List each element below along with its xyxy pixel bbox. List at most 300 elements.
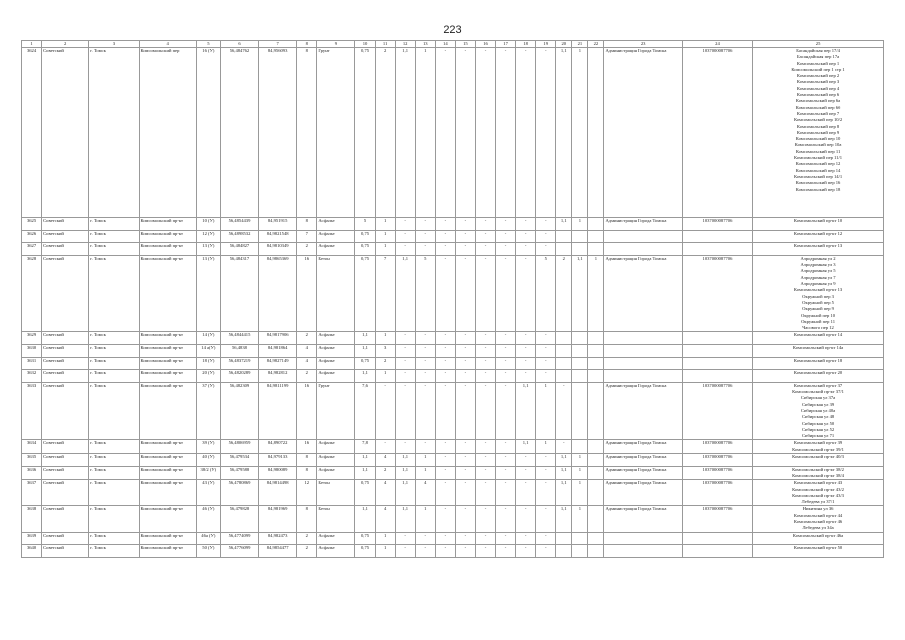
table-cell: 4	[297, 357, 317, 370]
table-cell: -	[536, 243, 556, 256]
address-item: Комсомольский пер 9	[796, 129, 840, 135]
table-cell: 8	[297, 218, 317, 231]
table-cell: 56,4806959	[220, 440, 258, 454]
table-cell	[556, 545, 572, 558]
column-header: 5	[196, 41, 220, 48]
table-cell: Советский	[42, 332, 89, 345]
address-item: Окружной пер 11	[801, 318, 836, 324]
table-cell: -	[375, 382, 395, 440]
table-cell: Администрация Города Томска	[604, 382, 682, 440]
table-cell: 3639	[22, 532, 42, 545]
table-cell: -	[455, 382, 475, 440]
address-item: Сибирская ул 50	[801, 420, 835, 426]
table-cell: -	[496, 48, 516, 218]
table-cell: -	[475, 243, 495, 256]
table-cell: -	[496, 506, 516, 532]
table-cell: 84,9865369	[259, 255, 297, 332]
table-cell: -	[455, 466, 475, 480]
address-item: Комсомольский пр-кт 50	[793, 545, 843, 551]
column-header: 2	[42, 41, 89, 48]
table-cell: -	[475, 230, 495, 243]
table-cell	[556, 357, 572, 370]
address-item: Комсомольский пр-кт 12	[793, 230, 843, 236]
address-item: Комсомольский пер 16	[795, 180, 841, 186]
table-cell	[572, 230, 588, 243]
table-cell: -	[516, 454, 536, 467]
table-cell: -	[496, 440, 516, 454]
table-row	[22, 255, 884, 332]
address-item: Комсомольский пер 12	[795, 161, 841, 167]
table-cell: 16	[297, 382, 317, 440]
table-cell: 5	[355, 218, 375, 231]
table-cell: -	[556, 382, 572, 440]
table-cell	[572, 532, 588, 545]
column-header: 12	[395, 41, 415, 48]
table-cell: -	[455, 545, 475, 558]
table-cell: Комсомольский пер	[139, 48, 196, 218]
column-header: 13	[415, 41, 435, 48]
table-cell: Асфальт	[317, 370, 355, 383]
table-cell: 14 (У)	[196, 332, 220, 345]
table-cell: -	[516, 357, 536, 370]
table-cell: -	[435, 370, 455, 383]
table-cell: 2	[297, 370, 317, 383]
table-cell: 1,1	[355, 466, 375, 480]
table-cell: 4	[297, 345, 317, 358]
table-cell	[682, 357, 752, 370]
table-cell: 84,982812	[259, 370, 297, 383]
table-cell: 1,1	[572, 255, 588, 332]
column-header: 4	[139, 41, 196, 48]
table-cell: 12 (У)	[196, 230, 220, 243]
address-item: Комсомольский пр-кт 39/1	[792, 446, 844, 452]
address-item: Окружной пер 5	[802, 299, 834, 305]
address-item: Аэродромная ул 9	[800, 281, 836, 287]
table-cell: -	[435, 440, 455, 454]
table-cell: 4	[375, 480, 395, 506]
table-cell: -	[516, 48, 536, 218]
table-cell: -	[475, 466, 495, 480]
table-cell: -	[475, 532, 495, 545]
address-item: Аэродромная ул 7	[800, 274, 836, 280]
table-cell	[604, 230, 682, 243]
table-cell: 16 (У)	[196, 48, 220, 218]
table-cell: 7	[297, 230, 317, 243]
table-cell: 56,4776099	[220, 545, 258, 558]
table-cell: 3640	[22, 545, 42, 558]
table-row	[22, 48, 884, 218]
table-cell: 1,1	[395, 255, 415, 332]
table-cell: -	[536, 370, 556, 383]
table-cell: 1037000087706	[682, 454, 752, 467]
table-cell: Советский	[42, 255, 89, 332]
table-cell: -	[536, 48, 556, 218]
address-item: Комсомольский пер 10а	[794, 142, 842, 148]
table-cell: 1	[375, 230, 395, 243]
table-cell: Советский	[42, 506, 89, 532]
address-item: Комсомольский пер 10	[795, 136, 841, 142]
table-cell: 84,979133	[259, 454, 297, 467]
table-cell: -	[475, 48, 495, 218]
table-cell: Советский	[42, 218, 89, 231]
table-cell: -	[415, 357, 435, 370]
table-cell: -	[536, 454, 556, 467]
table-cell: -	[475, 440, 495, 454]
table-cell: Администрация Города Томска	[604, 506, 682, 532]
table-cell	[604, 370, 682, 383]
column-header: 9	[317, 41, 355, 48]
address-item: Комсомольский пер 18	[795, 186, 841, 192]
table-cell: -	[496, 532, 516, 545]
table-cell: -	[475, 506, 495, 532]
table-cell: 38/2 (У)	[196, 466, 220, 480]
table-row	[22, 345, 884, 358]
table-cell: 5	[536, 255, 556, 332]
table-cell: Комсомольский пр-кт	[139, 370, 196, 383]
address-item: Комсомольский пер 2	[796, 73, 840, 79]
table-cell: -	[375, 440, 395, 454]
table-cell: Советский	[42, 48, 89, 218]
table-cell: 1,1	[516, 440, 536, 454]
table-cell: -	[536, 332, 556, 345]
table-cell: -	[516, 480, 536, 506]
table-cell: 43 (У)	[196, 480, 220, 506]
table-cell: -	[516, 370, 536, 383]
table-cell: 46а (У)	[196, 532, 220, 545]
address-item: Часового пер 12	[802, 325, 834, 331]
table-cell: -	[516, 230, 536, 243]
table-cell: -	[496, 466, 516, 480]
table-cell	[572, 243, 588, 256]
table-cell: -	[415, 370, 435, 383]
table-cell: -	[435, 357, 455, 370]
table-cell: 1	[375, 532, 395, 545]
table-cell: 1037000087706	[682, 506, 752, 532]
column-header: 3	[89, 41, 139, 48]
column-header: 1	[22, 41, 42, 48]
table-cell: 2	[297, 532, 317, 545]
table-cell	[682, 532, 752, 545]
table-cell	[588, 466, 604, 480]
table-cell: -	[455, 480, 475, 506]
address-item: Сибирская ул 71	[801, 433, 835, 439]
address-item: Сибирская ул 40а	[800, 408, 836, 413]
table-cell: 56,479534	[220, 454, 258, 467]
address-item: Комсомольский пр-кт 13	[793, 287, 843, 293]
table-cell: г. Томск	[89, 466, 139, 480]
table-row	[22, 532, 884, 545]
table-cell: 1	[375, 218, 395, 231]
table-cell: 1037000087706	[682, 382, 752, 440]
table-cell: 1,1	[556, 506, 572, 532]
table-cell: -	[475, 480, 495, 506]
table-cell: -	[496, 243, 516, 256]
table-row	[22, 454, 884, 467]
table-cell: -	[435, 506, 455, 532]
table-cell: -	[415, 382, 435, 440]
address-item: Комсомольский пер 10/2	[793, 117, 843, 123]
table-cell: 56,479588	[220, 466, 258, 480]
table-cell	[588, 370, 604, 383]
table-cell: -	[415, 230, 435, 243]
table-cell: -	[435, 218, 455, 231]
table-cell: г. Томск	[89, 506, 139, 532]
table-cell: г. Томск	[89, 357, 139, 370]
table-cell: 56,4780869	[220, 480, 258, 506]
table-cell: -	[475, 545, 495, 558]
table-cell: 1,1	[395, 480, 415, 506]
table-cell: Советский	[42, 382, 89, 440]
table-cell	[588, 506, 604, 532]
table-cell: 0,75	[355, 255, 375, 332]
table-cell: -	[516, 466, 536, 480]
address-item: Комсомольский пер 14	[795, 167, 841, 173]
table-cell: 1037000087706	[682, 48, 752, 218]
table-cell: Советский	[42, 243, 89, 256]
address-item: Сибирская ул 37а	[800, 395, 836, 401]
address-list-cell	[753, 532, 884, 545]
table-cell: Советский	[42, 440, 89, 454]
address-item: Комсомольский пер 11	[795, 148, 841, 154]
table-header-row	[22, 41, 884, 48]
table-cell: Комсомольский пр-кт	[139, 454, 196, 467]
table-cell: Асфальт	[317, 454, 355, 467]
table-cell: 46 (У)	[196, 506, 220, 532]
table-cell: 3632	[22, 370, 42, 383]
address-item: Комсомольский пр-кт 43	[793, 480, 843, 486]
table-cell	[556, 345, 572, 358]
table-cell: 84,9821548	[259, 230, 297, 243]
table-cell: Асфальт	[317, 218, 355, 231]
table-cell: -	[455, 506, 475, 532]
table-cell: -	[455, 370, 475, 383]
table-cell: Комсомольский пр-кт	[139, 255, 196, 332]
address-list-cell	[753, 218, 884, 231]
table-row	[22, 506, 884, 532]
table-cell: -	[395, 345, 415, 358]
address-list-cell	[753, 357, 884, 370]
table-cell: Администрация Города Томска	[604, 454, 682, 467]
table-cell	[556, 532, 572, 545]
table-cell	[604, 357, 682, 370]
table-cell: 8	[297, 466, 317, 480]
table-cell: 2	[556, 255, 572, 332]
table-cell: 1	[415, 48, 435, 218]
table-cell: -	[415, 545, 435, 558]
table-cell: 0,75	[355, 357, 375, 370]
table-row	[22, 382, 884, 440]
table-cell: -	[435, 332, 455, 345]
table-cell: -	[455, 230, 475, 243]
column-header: 16	[475, 41, 495, 48]
table-cell: г. Томск	[89, 243, 139, 256]
table-cell: 3636	[22, 466, 42, 480]
table-cell: 37 (У)	[196, 382, 220, 440]
table-cell: 56,479828	[220, 506, 258, 532]
address-item: Сибирская ул 39	[801, 401, 835, 407]
table-cell: 1,1	[395, 454, 415, 467]
table-cell: -	[536, 545, 556, 558]
address-item: Комсомольский пер 1	[796, 60, 840, 66]
table-cell: Советский	[42, 466, 89, 480]
table-cell: -	[516, 545, 536, 558]
table-cell: Советский	[42, 454, 89, 467]
table-cell	[682, 345, 752, 358]
table-row	[22, 480, 884, 506]
table-cell: 13 (У)	[196, 243, 220, 256]
table-cell: 1037000087706	[682, 466, 752, 480]
table-cell: 56,4898532	[220, 230, 258, 243]
table-cell: 1,1	[355, 370, 375, 383]
table-cell: Комсомольский пр-кт	[139, 532, 196, 545]
table-cell: 56,4854439	[220, 218, 258, 231]
table-cell: 1	[415, 506, 435, 532]
table-cell: 14 а(У)	[196, 345, 220, 358]
table-cell: 56,484827	[220, 243, 258, 256]
table-cell: 1,1	[395, 466, 415, 480]
table-cell	[604, 345, 682, 358]
table-cell: г. Томск	[89, 454, 139, 467]
table-cell: -	[455, 345, 475, 358]
table-cell: -	[455, 532, 475, 545]
table-cell: 8	[297, 48, 317, 218]
table-cell: Комсомольский пр-кт	[139, 345, 196, 358]
table-cell: -	[475, 454, 495, 467]
address-item: Комсомольский пер 8	[796, 123, 840, 129]
table-cell: -	[435, 48, 455, 218]
table-row	[22, 545, 884, 558]
table-cell: Администрация Города Томска	[604, 440, 682, 454]
address-item: Комсомольский пр-кт 18	[793, 357, 843, 363]
table-cell	[588, 454, 604, 467]
table-cell: 3630	[22, 345, 42, 358]
table-cell	[588, 532, 604, 545]
table-cell: 56,484317	[220, 255, 258, 332]
address-item: Басандайская пер 17а	[796, 54, 840, 60]
table-cell: -	[496, 370, 516, 383]
table-cell: г. Томск	[89, 440, 139, 454]
table-cell: 1,1	[355, 454, 375, 467]
table-cell: -	[415, 243, 435, 256]
address-item: Комсомольский пр-кт 40/3	[792, 454, 844, 460]
table-cell: г. Томск	[89, 370, 139, 383]
table-cell: -	[536, 345, 556, 358]
table-cell: 1037000087706	[682, 440, 752, 454]
table-cell: Бетон	[317, 506, 355, 532]
table-cell: -	[395, 357, 415, 370]
table-cell: 1,1	[556, 466, 572, 480]
table-cell: -	[415, 440, 435, 454]
table-cell: г. Томск	[89, 230, 139, 243]
table-cell: Советский	[42, 230, 89, 243]
address-item: Комсомольский пр-кт 38/2	[792, 466, 844, 472]
table-cell: -	[455, 243, 475, 256]
table-cell: 56,484762	[220, 48, 258, 218]
address-item: Комсомольский пр-кт 37	[793, 382, 843, 388]
table-cell: 84,982473	[259, 532, 297, 545]
table-cell: Советский	[42, 480, 89, 506]
table-cell: -	[496, 382, 516, 440]
address-list-cell	[753, 345, 884, 358]
address-item: Комсомольский пр-кт 46	[793, 519, 843, 525]
table-cell: 50 (У)	[196, 545, 220, 558]
table-cell: -	[435, 532, 455, 545]
table-cell: 1037000087706	[682, 218, 752, 231]
table-cell: 84,890722	[259, 440, 297, 454]
address-item: Комсомольский пер 1 стр 1	[791, 66, 845, 72]
table-cell: 3627	[22, 243, 42, 256]
table-cell: 1	[588, 255, 604, 332]
table-cell: 3631	[22, 357, 42, 370]
table-row	[22, 370, 884, 383]
table-row	[22, 357, 884, 370]
table-cell: Комсомольский пр-кт	[139, 440, 196, 454]
table-cell: 84,981864	[259, 345, 297, 358]
column-header: 24	[682, 41, 752, 48]
table-cell: Комсомольский пр-кт	[139, 545, 196, 558]
table-cell: 3	[375, 345, 395, 358]
table-cell: Советский	[42, 370, 89, 383]
table-cell	[682, 545, 752, 558]
table-cell	[588, 545, 604, 558]
table-cell: -	[496, 357, 516, 370]
page-number: 223	[443, 24, 462, 36]
table-cell: 84,980089	[259, 466, 297, 480]
address-item: Басандайская пер 17/4	[796, 48, 840, 53]
table-cell: -	[395, 440, 415, 454]
table-cell: 3638	[22, 506, 42, 532]
table-cell: Комсомольский пр-кт	[139, 230, 196, 243]
table-cell: -	[475, 357, 495, 370]
table-cell: 84,9854477	[259, 545, 297, 558]
table-cell: г. Томск	[89, 218, 139, 231]
address-item: Сибирская ул 52	[801, 426, 835, 432]
table-cell: 1	[375, 332, 395, 345]
table-cell: г. Томск	[89, 382, 139, 440]
table-cell: Асфальт	[317, 466, 355, 480]
table-cell: Асфальт	[317, 230, 355, 243]
table-cell: 3625	[22, 218, 42, 231]
address-item: Комсомольский пр-кт 43/3	[792, 492, 844, 498]
table-cell: г. Томск	[89, 532, 139, 545]
table-cell: 2	[375, 466, 395, 480]
table-cell: -	[435, 382, 455, 440]
table-cell: Комсомольский пр-кт	[139, 332, 196, 345]
table-cell: 1,1	[556, 480, 572, 506]
table-cell: -	[435, 243, 455, 256]
table-cell: 56,4774099	[220, 532, 258, 545]
table-cell: 84,9810349	[259, 243, 297, 256]
table-cell	[572, 370, 588, 383]
column-header: 18	[516, 41, 536, 48]
table-row	[22, 230, 884, 243]
table-cell: -	[415, 332, 435, 345]
table-cell: 2	[375, 48, 395, 218]
table-cell: -	[395, 532, 415, 545]
table-cell	[588, 382, 604, 440]
table-cell: Асфальт	[317, 243, 355, 256]
address-item: Комсомольский пр-кт 38/4	[792, 472, 844, 478]
table-cell: Грунт	[317, 382, 355, 440]
address-item: Комсомольский пер 4	[796, 85, 840, 91]
table-cell: -	[536, 357, 556, 370]
table-cell	[682, 230, 752, 243]
table-cell: 1	[572, 48, 588, 218]
table-cell: 18 (У)	[196, 357, 220, 370]
table-cell: 84,9811199	[259, 382, 297, 440]
table-cell: -	[395, 332, 415, 345]
address-list-cell	[753, 506, 884, 532]
